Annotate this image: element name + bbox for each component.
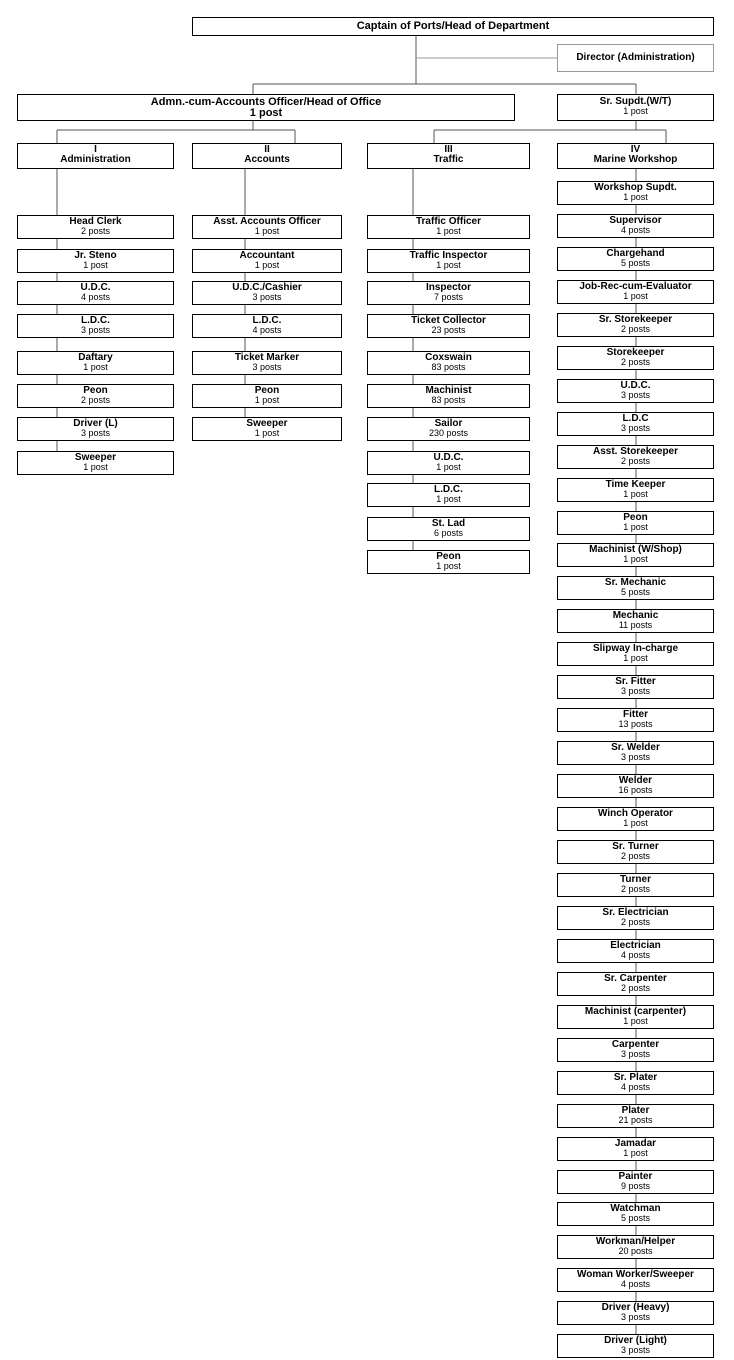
department-name: Accounts: [244, 154, 290, 165]
position-title: L.D.C.: [252, 315, 282, 326]
position-posts: 3 posts: [252, 362, 282, 372]
position-box: [192, 417, 342, 441]
position-posts: 2 posts: [80, 395, 111, 405]
position-posts: 4 posts: [620, 225, 651, 235]
position-title: Sweeper: [246, 418, 288, 429]
position-box: [557, 543, 714, 567]
position-posts: 1 post: [623, 653, 648, 663]
position-box: [192, 351, 342, 375]
position-posts: 1 post: [254, 226, 280, 236]
position-box: [557, 1202, 714, 1226]
position-title: Mechanic: [612, 610, 659, 621]
position-box: [367, 384, 530, 408]
department-name: Marine Workshop: [593, 154, 678, 165]
position-box: [557, 1170, 714, 1194]
position-posts: 5 posts: [620, 587, 651, 597]
position-posts: 2 posts: [620, 324, 651, 334]
position-posts: 1 post: [623, 818, 648, 828]
position-box: [557, 313, 714, 337]
position-box: [557, 247, 714, 271]
position-box: [557, 445, 714, 469]
position-title: U.D.C.: [620, 380, 651, 391]
position-box: [557, 1268, 714, 1292]
position-box: [557, 181, 714, 205]
position-posts: 1 post: [83, 462, 108, 472]
admin-officer-box: [17, 94, 515, 121]
position-title: Peon: [623, 512, 648, 523]
position-posts: 13 posts: [618, 719, 653, 729]
department-traffic: [367, 143, 530, 169]
position-box: [17, 451, 174, 475]
position-posts: 83 posts: [431, 362, 466, 372]
admin-officer-posts: 1 post: [249, 107, 283, 119]
position-box: [557, 1137, 714, 1161]
position-title: U.D.C.: [433, 452, 464, 463]
position-title: Driver (L): [73, 418, 118, 429]
position-box: [557, 1038, 714, 1062]
position-posts: 1 post: [623, 291, 648, 301]
position-box: [557, 412, 714, 436]
position-title: Supervisor: [609, 215, 662, 226]
position-title: Winch Operator: [598, 808, 673, 819]
position-title: Machinist: [425, 385, 472, 396]
position-title: Ticket Marker: [234, 352, 300, 363]
position-posts: 3 posts: [252, 292, 282, 302]
position-title: Asst. Accounts Officer: [213, 216, 321, 227]
position-box: [17, 215, 174, 239]
position-posts: 83 posts: [431, 395, 466, 405]
position-box: [557, 708, 714, 732]
sr-supdt-title: Sr. Supdt.(W/T): [599, 96, 672, 107]
position-posts: 3 posts: [620, 752, 651, 762]
director-title: Director (Administration): [576, 52, 695, 63]
position-box: [367, 215, 530, 239]
position-title: Peon: [83, 385, 108, 396]
top-title: Captain of Ports/Head of Department: [356, 20, 550, 32]
position-title: Sr. Carpenter: [604, 973, 667, 984]
position-box: [367, 417, 530, 441]
position-title: Storekeeper: [606, 347, 665, 358]
position-posts: 4 posts: [620, 1279, 651, 1289]
position-box: [557, 1301, 714, 1325]
department-name: Administration: [60, 154, 131, 165]
department-numeral: I: [94, 144, 97, 155]
position-posts: 1 post: [436, 260, 461, 270]
position-posts: 2 posts: [620, 884, 651, 894]
position-title: Sweeper: [74, 452, 117, 463]
position-posts: 3 posts: [620, 390, 651, 400]
position-title: Painter: [618, 1171, 653, 1182]
position-box: [367, 451, 530, 475]
position-posts: 16 posts: [618, 785, 653, 795]
position-title: St. Lad: [431, 518, 466, 529]
position-posts: 2 posts: [620, 917, 651, 927]
admin-officer-title: Admn.-cum-Accounts Officer/Head of Office: [150, 96, 382, 108]
position-box: [17, 314, 174, 338]
position-posts: 2 posts: [80, 226, 111, 236]
position-box: [557, 972, 714, 996]
position-box: [557, 609, 714, 633]
position-box: [557, 379, 714, 403]
position-title: Machinist (carpenter): [584, 1006, 687, 1017]
position-posts: 1 post: [623, 1016, 648, 1026]
department-name: Traffic: [433, 154, 464, 165]
position-title: Woman Worker/Sweeper: [577, 1269, 694, 1280]
position-box: [557, 906, 714, 930]
position-posts: 6 posts: [433, 528, 464, 538]
position-posts: 230 posts: [428, 428, 469, 438]
position-title: Workshop Supdt.: [594, 182, 677, 193]
position-title: Time Keeper: [605, 479, 666, 490]
position-title: Sr. Turner: [612, 841, 659, 852]
position-posts: 11 posts: [618, 620, 653, 630]
department-administration: [17, 143, 174, 169]
position-title: Sr. Mechanic: [604, 577, 667, 588]
position-box: [367, 249, 530, 273]
position-title: Asst. Storekeeper: [592, 446, 679, 457]
position-box: [557, 1071, 714, 1095]
position-title: Welder: [618, 775, 653, 786]
position-title: Machinist (W/Shop): [589, 544, 682, 555]
position-title: Driver (Light): [604, 1335, 667, 1346]
position-box: [557, 280, 714, 304]
position-title: Traffic Inspector: [409, 250, 488, 261]
position-box: [557, 214, 714, 238]
sr-supdt-posts: 1 post: [623, 106, 648, 116]
position-posts: 2 posts: [620, 357, 651, 367]
director-box: [557, 44, 714, 72]
position-box: [557, 807, 714, 831]
position-box: [17, 281, 174, 305]
position-title: L.D.C.: [434, 484, 463, 495]
position-posts: 1 post: [436, 494, 461, 504]
position-posts: 1 post: [436, 226, 461, 236]
position-title: Peon: [254, 385, 280, 396]
position-title: Inspector: [425, 282, 471, 293]
position-posts: 1 post: [623, 489, 648, 499]
department-accounts: [192, 143, 342, 169]
position-box: [557, 511, 714, 535]
position-box: [367, 281, 530, 305]
position-posts: 20 posts: [618, 1246, 653, 1256]
position-box: [557, 576, 714, 600]
position-title: L.D.C.: [81, 315, 110, 326]
position-posts: 1 post: [623, 192, 648, 202]
position-box: [367, 550, 530, 574]
position-posts: 1 post: [436, 462, 461, 472]
position-posts: 3 posts: [620, 1345, 651, 1355]
position-title: Sr. Electrician: [602, 907, 669, 918]
position-posts: 3 posts: [620, 1049, 651, 1059]
position-title: Jr. Steno: [74, 250, 117, 261]
sr-supdt-box: [557, 94, 714, 121]
department-numeral: III: [444, 144, 453, 155]
position-title: Job-Rec-cum-Evaluator: [579, 281, 692, 292]
position-box: [557, 774, 714, 798]
position-posts: 2 posts: [620, 851, 651, 861]
position-posts: 1 post: [436, 561, 461, 571]
position-posts: 1 post: [623, 554, 648, 564]
position-box: [557, 1235, 714, 1259]
position-box: [367, 351, 530, 375]
position-title: U.D.C.: [80, 282, 111, 293]
position-title: Driver (Heavy): [601, 1302, 670, 1313]
position-box: [557, 675, 714, 699]
position-title: Electrician: [610, 940, 661, 951]
position-box: [192, 281, 342, 305]
position-title: Workman/Helper: [595, 1236, 676, 1247]
position-box: [557, 1334, 714, 1358]
position-posts: 21 posts: [618, 1115, 653, 1125]
position-title: Sr. Fitter: [615, 676, 656, 687]
position-box: [367, 314, 530, 338]
department-marine-workshop: [557, 143, 714, 169]
position-box: [557, 478, 714, 502]
department-numeral: II: [264, 144, 270, 155]
position-posts: 5 posts: [620, 1213, 651, 1223]
position-posts: 1 post: [254, 428, 280, 438]
position-posts: 23 posts: [431, 325, 466, 335]
position-title: Accountant: [239, 250, 295, 261]
position-posts: 3 posts: [80, 428, 111, 438]
position-posts: 9 posts: [620, 1181, 651, 1191]
position-box: [557, 1005, 714, 1029]
position-title: Watchman: [610, 1203, 661, 1214]
position-title: Ticket Collector: [411, 315, 486, 326]
position-title: Sr. Welder: [611, 742, 660, 753]
position-box: [17, 417, 174, 441]
position-title: Carpenter: [611, 1039, 660, 1050]
position-box: [192, 215, 342, 239]
position-title: Jamadar: [614, 1138, 657, 1149]
position-posts: 4 posts: [620, 1082, 651, 1092]
position-title: Plater: [621, 1105, 650, 1116]
position-box: [557, 873, 714, 897]
position-title: Fitter: [623, 709, 648, 720]
position-title: Sr. Plater: [613, 1072, 658, 1083]
position-box: [557, 642, 714, 666]
position-title: U.D.C./Cashier: [232, 282, 302, 293]
department-numeral: IV: [630, 144, 641, 155]
top-box: [192, 17, 714, 36]
position-box: [367, 517, 530, 541]
position-posts: 7 posts: [433, 292, 464, 302]
position-box: [557, 939, 714, 963]
position-box: [192, 314, 342, 338]
position-box: [17, 384, 174, 408]
position-title: Turner: [620, 874, 651, 885]
position-posts: 2 posts: [620, 983, 651, 993]
position-box: [557, 346, 714, 370]
position-box: [367, 483, 530, 507]
position-posts: 3 posts: [620, 1312, 651, 1322]
position-title: Coxswain: [425, 352, 472, 363]
position-posts: 3 posts: [80, 325, 111, 335]
position-box: [17, 249, 174, 273]
position-title: Daftary: [78, 352, 113, 363]
position-box: [557, 1104, 714, 1128]
position-posts: 5 posts: [620, 258, 651, 268]
position-title: L.D.C: [622, 413, 649, 424]
position-posts: 4 posts: [252, 325, 282, 335]
position-title: Chargehand: [606, 248, 665, 259]
position-title: Sailor: [434, 418, 463, 429]
position-posts: 1 post: [623, 522, 648, 532]
position-title: Slipway In-charge: [592, 643, 679, 654]
position-box: [17, 351, 174, 375]
position-title: Peon: [436, 551, 461, 562]
position-posts: 1 post: [83, 260, 108, 270]
position-box: [192, 384, 342, 408]
position-posts: 1 post: [623, 1148, 648, 1158]
position-posts: 1 post: [254, 395, 280, 405]
position-title: Traffic Officer: [415, 216, 482, 227]
position-posts: 2 posts: [620, 456, 651, 466]
position-posts: 1 post: [83, 362, 108, 372]
position-box: [557, 840, 714, 864]
position-posts: 3 posts: [620, 686, 651, 696]
position-title: Sr. Storekeeper: [598, 314, 673, 325]
position-box: [192, 249, 342, 273]
position-posts: 4 posts: [80, 292, 111, 302]
position-posts: 3 posts: [620, 423, 651, 433]
position-box: [557, 741, 714, 765]
position-posts: 1 post: [254, 260, 280, 270]
position-posts: 4 posts: [620, 950, 651, 960]
position-title: Head Clerk: [69, 216, 122, 227]
